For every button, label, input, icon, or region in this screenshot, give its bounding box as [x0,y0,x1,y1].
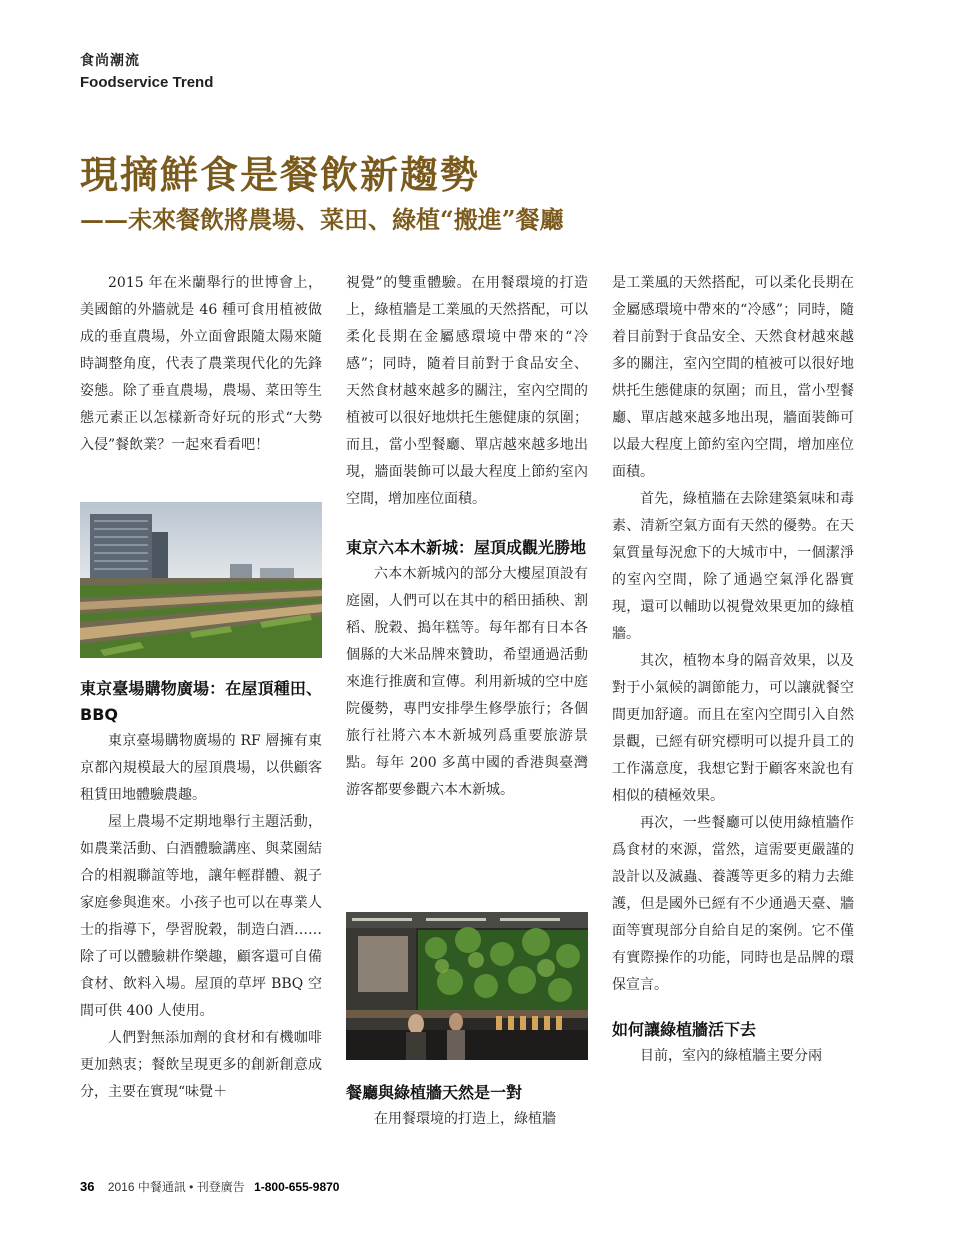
paragraph: 目前，室內的綠植牆主要分兩 [640,1048,822,1064]
article-subtitle: ——未來餐飲將農場、菜田、綠植“搬進”餐廳 [80,205,564,234]
paragraph: 人們對無添加劑的食材和有機咖啡更加熱衷；餐飲呈現更多的創新創意成分，主要在實現“味覺＋ [80,1030,322,1100]
article-title: 現摘鮮食是餐飲新趨勢 [80,152,481,197]
paragraph: 首先，綠植牆在去除建築氣味和毒素、清新空氣方面有天然的優勢。在天氣質量每況愈下的大城市中，一個潔淨的室內空間，除了通過空氣淨化器實現，還可以輔助以視覺效果更加的綠植牆。 [612,491,854,642]
text-column-3 [612,270,854,1070]
restaurant-green-wall-photo [346,912,588,1060]
paragraph: 2015 年在米蘭舉行的世博會上，美國館的外牆就是 46 種可食用植被做成的垂直農場，外立面會跟隨太陽來隨時調整角度，代表了農業現代化的先鋒姿態。除了垂直農場，農場、菜田等生態元素正以怎樣新奇好玩的形式“大勢入侵”餐飲業？一起來看看吧！ [80,275,322,453]
paragraph: 在用餐環境的打造上，綠植牆 [374,1111,556,1127]
section-heading: 餐廳與綠植牆天然是一對 [346,1083,523,1102]
rooftop-farm-photo [80,502,322,658]
page-footer [80,1178,339,1195]
paragraph: 再次，一些餐廳可以使用綠植牆作爲食材的來源，當然，這需要更嚴謹的設計以及滅蟲、養護等更多的精力去維護，但是國外已經有不少通過天臺、牆面等實現部分自給自足的案例。它不僅有實際操作的功能，同時也是品牌的環保宣言。 [612,815,854,993]
phone-number: 1-800-655-9870 [254,1180,340,1194]
paragraph: 屋上農場不定期地舉行主題活動，如農業活動、白酒體驗講座、與菜園結合的相親聯誼等地，讓年輕群體、親子家庭參與進來。小孩子也可以在專業人士的指導下，學習脫穀，制造白酒……除了可以體驗耕作樂趣，顧客還可自備食材、飲料入場。屋頂的草坪 BBQ 空間可供 400 人使用。 [80,814,322,1019]
section-heading: 東京臺場購物廣場：在屋頂種田、BBQ [80,679,322,724]
section-label-en: Foodservice Trend [80,74,214,91]
text-column-1 [80,270,322,459]
page-number: 36 [80,1179,95,1194]
text-column-2 [346,270,588,804]
paragraph: 其次，植物本身的隔音效果，以及對于小氣候的調節能力，可以讓就餐空間更加舒適。而且在室內空間引入自然景觀，已經有研究標明可以提升員工的工作滿意度，我想它對于顧客來說也有相似的積極效果。 [612,653,854,804]
section-heading: 如何讓綠植牆活下去 [612,1020,757,1039]
paragraph: 視覺”的雙重體驗。在用餐環境的打造上，綠植牆是工業風的天然搭配，可以柔化長期在金屬感環境中帶來的“冷感”；同時，隨着目前對于食品安全、天然食材越來越多的關注，室內空間的植被可以很好地烘托生態健康的氛圍；而且，當小型餐廳、單店越來越多地出現，牆面裝飾可以最大程度上節約室內空間，增加座位面積。 [346,275,588,507]
paragraph: 六本木新城內的部分大樓屋頂設有庭園，人們可以在其中的稻田插秧、割稻、脫穀、搗年糕等。每年都有日本各個縣的大米品牌來贊助，希望通過活動來進行推廣和宣傳。利用新城的空中庭院優勢，專門安排學生修學旅行；各個旅行社將六本木新城列爲重要旅游景點。每年 200 多萬中國的香港與臺灣游客都要參觀六本木新城。 [346,566,588,798]
publication-name: 2016 中餐通訊 • 刊登廣告 [107,1180,245,1194]
paragraph: 東京臺場購物廣場的 RF 層擁有東京都內規模最大的屋頂農場，以供顧客租賃田地體驗農趣。 [80,733,322,803]
section-heading: 東京六本木新城：屋頂成觀光勝地 [346,538,587,557]
text-column-2b [346,1080,588,1133]
paragraph: 是工業風的天然搭配，可以柔化長期在金屬感環境中帶來的“冷感”；同時，隨着目前對于食品安全、天然食材越來越多的關注，室內空間的植被可以很好地烘托生態健康的氛圍；而且，當小型餐廳、單店越來越多地出現，牆面裝飾可以最大程度上節約室內空間，增加座位面積。 [612,275,854,480]
text-column-1b [80,676,322,1106]
section-label-zh: 食尚潮流 [80,53,140,69]
